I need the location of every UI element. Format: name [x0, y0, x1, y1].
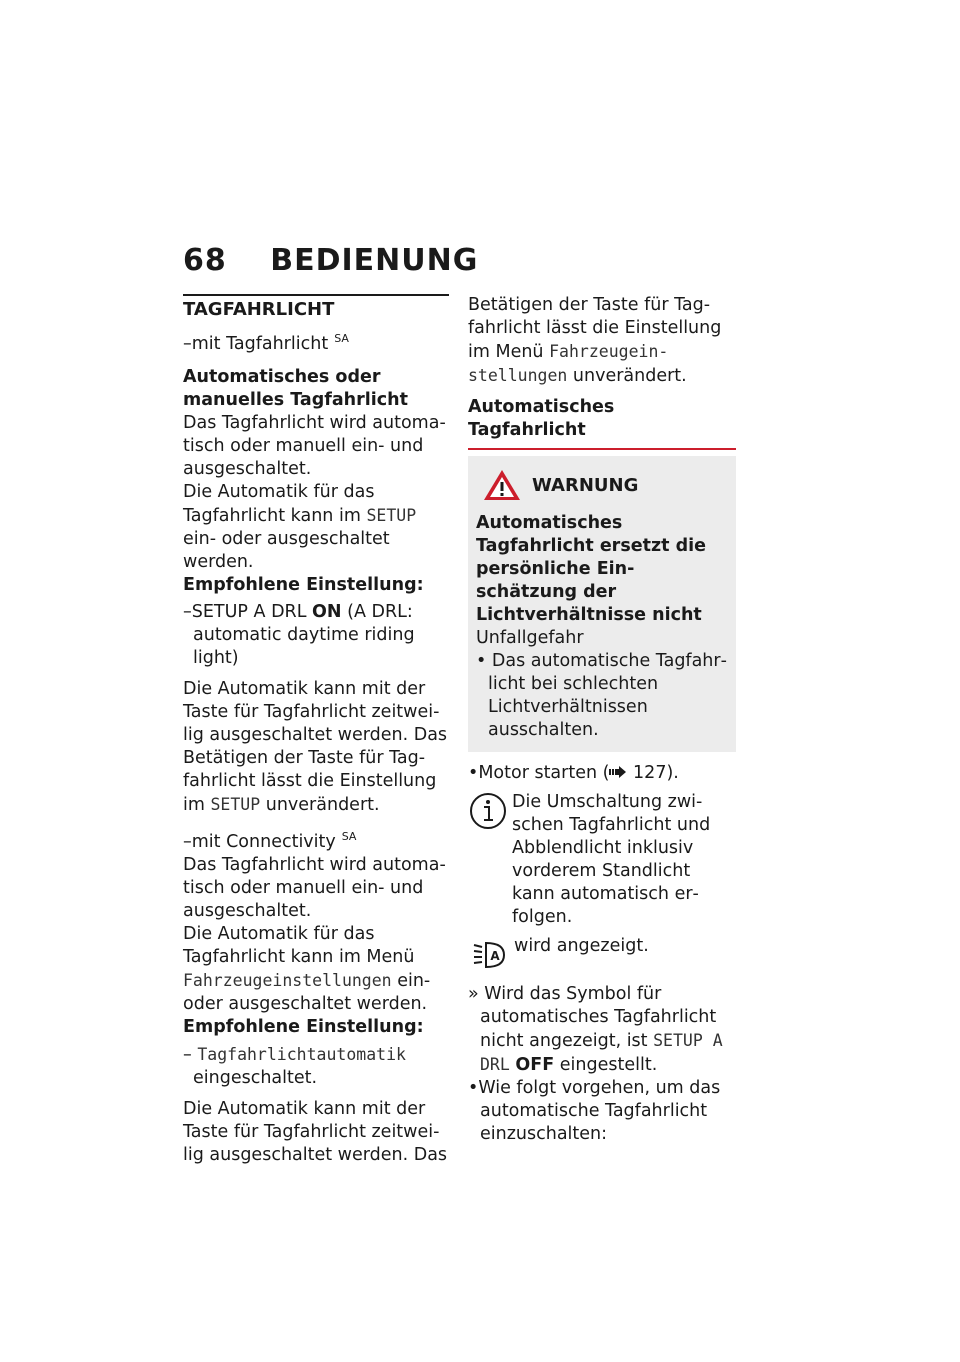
sa-tag: SA	[341, 829, 357, 843]
text: ein- oder ausgeschaltet werden.	[183, 970, 431, 1014]
svg-text:A: A	[490, 949, 500, 963]
chapter-title: BEDIENUNG	[270, 243, 479, 278]
page-reference-arrow-icon	[609, 766, 627, 778]
code-setup: SETUP	[366, 505, 417, 525]
code-setup: SETUP	[210, 794, 261, 814]
section-title: TAGFAHRLICHT	[183, 299, 335, 320]
step-start-engine	[468, 762, 736, 785]
warning-label: WARNUNG	[532, 474, 639, 496]
recommended-setting: Empfohlene Einstellung:	[183, 574, 424, 595]
value-on: ON	[312, 601, 342, 622]
text: •Motor starten (	[468, 763, 610, 783]
warning-bullet: • Das automatische Tagfahrlicht bei schlechten Lichtverhältnissen ausschalten.	[476, 651, 727, 740]
paragraph	[468, 294, 736, 388]
paragraph	[183, 678, 449, 817]
warning-title: Automatisches Tagfahrlicht ersetzt die persönliche Einschätzung der Lichtverhältnisse nicht	[476, 513, 707, 625]
list-item	[183, 1043, 449, 1090]
info-note	[468, 791, 736, 929]
paragraph	[183, 923, 449, 1016]
warning-triangle-icon	[482, 468, 522, 502]
text: unverändert.	[572, 366, 687, 386]
paragraph: Das Tagfahrlicht wird automatisch oder manuell ein- und ausgeschaltet.	[183, 854, 446, 921]
text: » Wird das Symbol für automatisches Tagfahrlicht nicht angezeigt, ist	[468, 984, 717, 1051]
text: ein- oder ausgeschaltet werden.	[183, 528, 390, 572]
text: (A DRL: automatic daytime riding light)	[193, 601, 415, 668]
code-menu: Fahrzeugeinstellungen	[183, 970, 392, 990]
info-text: Die Umschaltung zwischen Tagfahrlicht und Abblendlicht inklusiv vorderem Standlicht kann automatisch erfolgen.	[512, 792, 711, 927]
automatic-drl-indicator-icon	[468, 935, 510, 975]
step-enable: •Wie folgt vorgehen, um das automatische Tagfahrlicht einzuschalten:	[468, 1078, 721, 1144]
text: eingestellt.	[559, 1055, 658, 1075]
code-menu: Fahrzeugeinstellungen	[468, 342, 669, 385]
paragraph: Das Tagfahrlicht wird automatisch oder manuell ein- und ausgeschaltet.	[183, 412, 446, 479]
variant-label: –mit Connectivity	[183, 831, 336, 852]
text: Betätigen der Taste für Tagfahrlicht lässt die Einstellung im Menü	[468, 295, 722, 362]
info-icon	[468, 791, 508, 831]
code-setup-adrl: SETUP A DRL	[480, 1031, 723, 1074]
variant-label: –mit Tagfahrlicht	[183, 333, 329, 354]
left-column	[183, 294, 449, 1167]
indicator-text: wird angezeigt.	[514, 936, 649, 956]
warning-subtitle: Unfallgefahr	[476, 628, 584, 648]
paragraph: Die Automatik kann mit der Taste für Tagfahrlicht zeitweilig ausgeschaltet werden. Das	[183, 1098, 448, 1165]
heading-auto-manual: Automatisches oder manuelles Tagfahrlicht	[183, 366, 408, 410]
heading-automatic-drl: Automatisches Tagfahrlicht	[468, 396, 736, 450]
right-column	[468, 294, 736, 1146]
section-rule	[183, 294, 449, 296]
sa-tag: SA	[334, 332, 349, 345]
warning-box	[468, 456, 736, 752]
text: Die Automatik für das Tagfahrlicht kann im Menü	[183, 923, 415, 967]
variant-tagfahrlicht	[183, 327, 449, 356]
dash: –	[183, 1044, 192, 1065]
text: ).	[666, 763, 679, 783]
text: unverändert.	[265, 794, 380, 815]
warning-header	[482, 468, 728, 502]
variant-connectivity	[183, 825, 449, 854]
recommended-setting: Empfohlene Einstellung:	[183, 1016, 424, 1037]
page-header	[183, 243, 478, 278]
page-reference: 127	[633, 763, 667, 783]
code-option: Tagfahrlichtautomatik	[197, 1044, 406, 1064]
text: Die Automatik für das Tagfahrlicht kann im	[183, 481, 375, 526]
paragraph	[183, 481, 449, 574]
result-note	[468, 983, 736, 1077]
list-item	[183, 601, 449, 670]
text: eingeschaltet.	[193, 1067, 318, 1088]
page-number: 68	[183, 243, 227, 278]
indicator-note	[468, 935, 736, 975]
text: Die Automatik kann mit der Taste für Tagfahrlicht zeitweilig ausgeschaltet werden. Das Betätigen der Taste für Tagfahrlicht lässt die Einstellung im	[183, 678, 448, 815]
value-off: OFF	[515, 1055, 555, 1075]
text: –SETUP A DRL	[183, 601, 307, 622]
